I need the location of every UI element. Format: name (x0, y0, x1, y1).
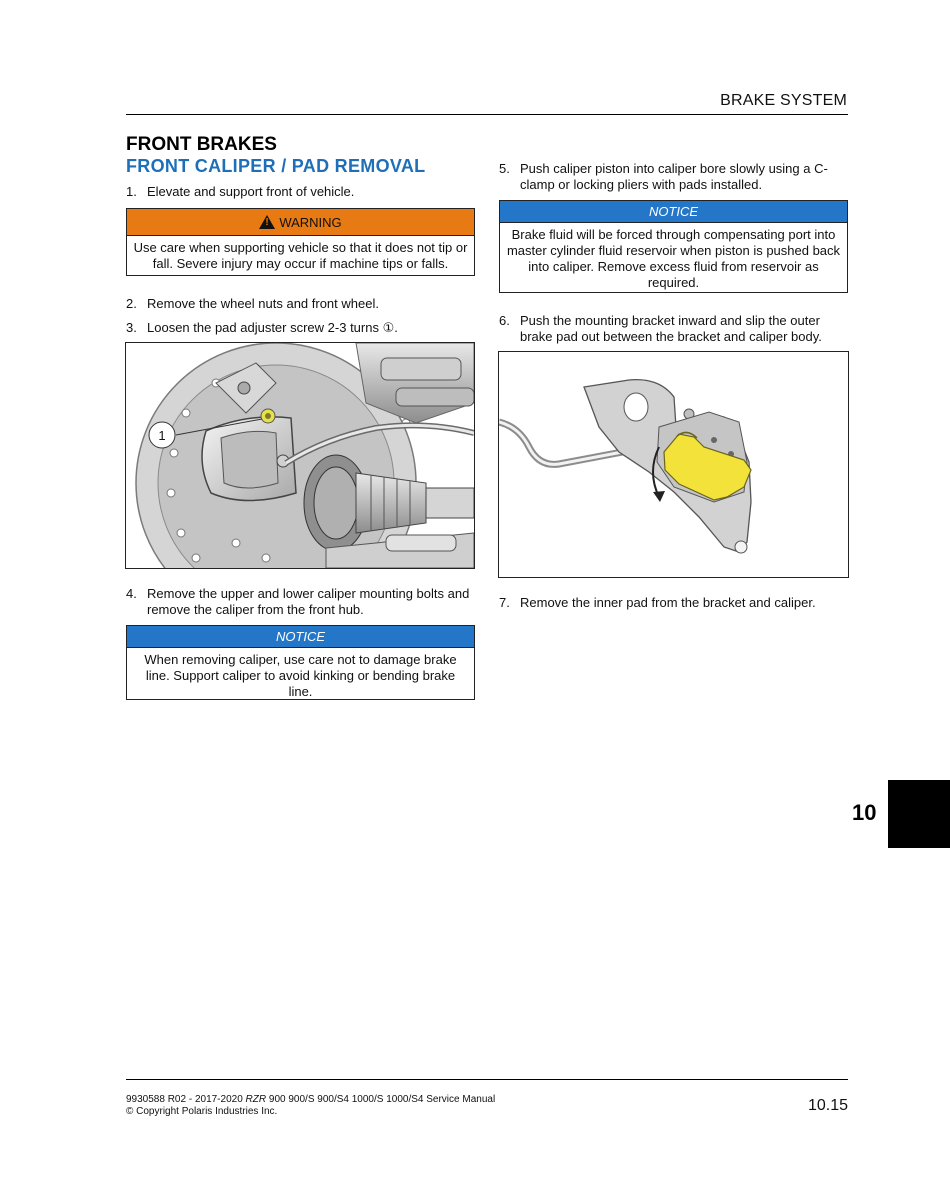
footer-copyright: © Copyright Polaris Industries Inc. (126, 1106, 278, 1117)
footer-document-info (126, 1094, 495, 1118)
warning-text: Use care when supporting vehicle so that it does not tip or fall. Severe injury may occur if machine tips or falls. (133, 240, 468, 271)
step-5 (499, 161, 849, 193)
step-number: 5. (499, 161, 510, 176)
page-title: FRONT BRAKES (126, 134, 277, 155)
step-number: 1. (126, 184, 137, 199)
step-2 (126, 296, 476, 312)
step-text: Push caliper piston into caliper bore slowly using a C-clamp or locking pliers with pads installed. (520, 161, 828, 192)
warning-triangle-icon (259, 215, 275, 229)
chapter-tab (888, 780, 950, 848)
warning-header (127, 209, 474, 236)
notice-label: NOTICE (127, 626, 474, 648)
footer-rule (126, 1079, 848, 1080)
footer-doc-line (126, 1094, 495, 1106)
warning-label: WARNING (279, 215, 342, 230)
footer-doc-suffix: 900 900/S 900/S4 1000/S 1000/S4 Service Manual (266, 1094, 496, 1105)
step-3 (126, 320, 476, 336)
chapter-number: 10 (852, 800, 877, 825)
pad-removal-illustration-icon (499, 352, 848, 577)
section-title: BRAKE SYSTEM (720, 92, 847, 109)
callout-number: 1 (158, 428, 166, 443)
step-7 (499, 595, 849, 611)
header-rule (126, 114, 848, 115)
notice-text: Brake fluid will be forced through compensating port into master cylinder fluid reservoir when piston is pushed back into caliper. Remove excess fluid from reservoir as required. (506, 227, 841, 290)
step-text: Remove the wheel nuts and front wheel. (147, 296, 379, 311)
pad-removal-figure (498, 351, 849, 578)
caliper-figure (125, 342, 475, 569)
step-number: 2. (126, 296, 137, 311)
page-number: 10.15 (807, 1097, 848, 1114)
step-text: Remove the inner pad from the bracket and caliper. (520, 595, 816, 610)
page-subtitle: FRONT CALIPER / PAD REMOVAL (126, 156, 426, 176)
step-text: Remove the upper and lower caliper mounting bolts and remove the caliper from the front hub. (147, 586, 470, 617)
notice-text: When removing caliper, use care not to damage brake line. Support caliper to avoid kinking or bending brake line. (144, 652, 457, 699)
notice-box-fluid (499, 200, 848, 293)
step-text: Elevate and support front of vehicle. (147, 184, 355, 199)
step-text: Push the mounting bracket inward and slip the outer brake pad out between the bracket and caliper body. (520, 313, 822, 344)
notice-label: NOTICE (500, 201, 847, 223)
notice-box-caliper (126, 625, 475, 700)
step-1 (126, 184, 476, 200)
step-number: 7. (499, 595, 510, 610)
step-number: 3. (126, 320, 137, 335)
warning-box (126, 208, 475, 276)
step-number: 4. (126, 586, 137, 601)
step-number: 6. (499, 313, 510, 328)
step-4 (126, 586, 476, 618)
step-text: Loosen the pad adjuster screw 2-3 turns ①. (147, 320, 398, 335)
footer-model: RZR (245, 1094, 267, 1105)
step-6 (499, 313, 849, 345)
footer-doc-prefix: 9930588 R02 - 2017-2020 (126, 1094, 246, 1105)
caliper-illustration-icon (126, 343, 474, 568)
